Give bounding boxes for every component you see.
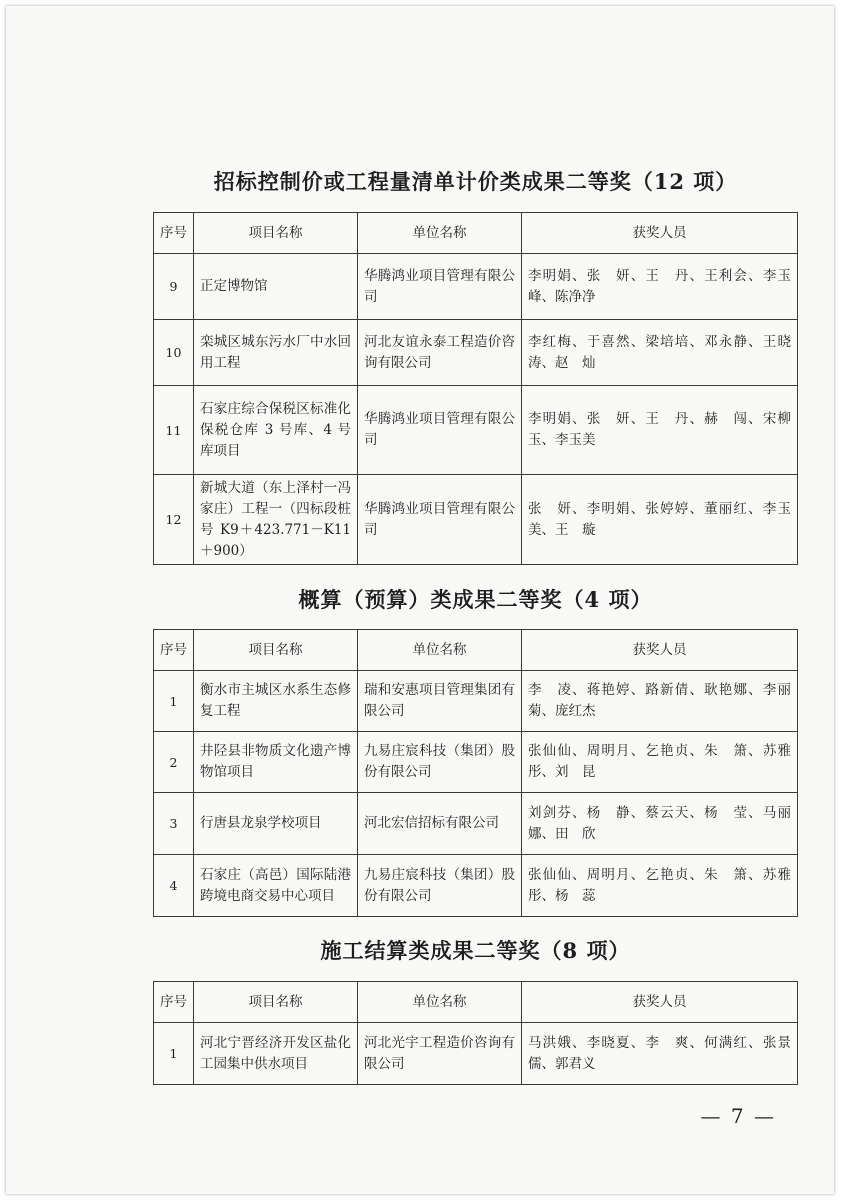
header-num: 序号	[154, 630, 194, 671]
header-project: 项目名称	[194, 982, 358, 1023]
row-num: 1	[154, 1023, 194, 1085]
row-project: 新城大道（东上泽村一冯家庄）工程一（四标段桩号 K9＋423.771－K11＋900）	[194, 475, 358, 565]
header-project: 项目名称	[194, 213, 358, 254]
row-num: 10	[154, 320, 194, 386]
header-unit: 单位名称	[358, 982, 522, 1023]
row-people: 张仙仙、周明月、乞艳贞、朱 箫、苏雅彤、刘 昆	[522, 732, 798, 793]
row-num: 2	[154, 732, 194, 793]
row-people: 李红梅、于喜然、梁培培、邓永静、王晓涛、赵 灿	[522, 320, 798, 386]
award-table	[153, 629, 798, 917]
row-project: 正定博物馆	[194, 254, 358, 320]
section-title: 招标控制价或工程量清单计价类成果二等奖（12 项）	[213, 169, 738, 194]
row-num: 3	[154, 793, 194, 855]
row-people: 张仙仙、周明月、乞艳贞、朱 箫、苏雅彤、杨 蕊	[522, 855, 798, 917]
row-unit: 河北宏信招标有限公司	[358, 793, 522, 855]
table-header-row	[154, 630, 798, 671]
row-project: 衡水市主城区水系生态修复工程	[194, 671, 358, 732]
table-row	[154, 793, 798, 855]
header-people: 获奖人员	[522, 982, 798, 1023]
row-unit: 九易庄宸科技（集团）股份有限公司	[358, 732, 522, 793]
section-title: 概算（预算）类成果二等奖（4 项）	[298, 587, 653, 612]
page-number: — 7 —	[700, 1104, 776, 1128]
header-num: 序号	[154, 982, 194, 1023]
row-project: 井陉县非物质文化遗产博物馆项目	[194, 732, 358, 793]
row-project: 石家庄（高邑）国际陆港跨境电商交易中心项目	[194, 855, 358, 917]
row-unit: 华腾鸿业项目管理有限公司	[358, 254, 522, 320]
row-unit: 九易庄宸科技（集团）股份有限公司	[358, 855, 522, 917]
award-table	[153, 981, 798, 1085]
row-num: 9	[154, 254, 194, 320]
header-people: 获奖人员	[522, 630, 798, 671]
row-people: 李明娟、张 妍、王 丹、赫 闯、宋柳玉、李玉美	[522, 386, 798, 475]
table-header-row	[154, 213, 798, 254]
table-row	[154, 1023, 798, 1085]
table-row	[154, 671, 798, 732]
row-project: 行唐县龙泉学校项目	[194, 793, 358, 855]
table-row	[154, 732, 798, 793]
table-row	[154, 475, 798, 565]
header-num: 序号	[154, 213, 194, 254]
row-unit: 河北光宇工程造价咨询有限公司	[358, 1023, 522, 1085]
row-people: 马洪娥、李晓夏、李 爽、何满红、张景儒、郭君义	[522, 1023, 798, 1085]
row-people: 李 凌、蒋艳婷、路新倩、耿艳娜、李丽菊、庞红杰	[522, 671, 798, 732]
row-unit: 华腾鸿业项目管理有限公司	[358, 475, 522, 565]
award-table	[153, 212, 798, 565]
header-people: 获奖人员	[522, 213, 798, 254]
header-unit: 单位名称	[358, 213, 522, 254]
header-project: 项目名称	[194, 630, 358, 671]
row-num: 4	[154, 855, 194, 917]
table-row	[154, 855, 798, 917]
row-num: 1	[154, 671, 194, 732]
table-row	[154, 386, 798, 475]
row-unit: 河北友谊永泰工程造价咨询有限公司	[358, 320, 522, 386]
header-unit: 单位名称	[358, 630, 522, 671]
row-unit: 瑞和安惠项目管理集团有限公司	[358, 671, 522, 732]
row-people: 张 妍、李明娟、张婷婷、董丽红、李玉美、王 璇	[522, 475, 798, 565]
section-title: 施工结算类成果二等奖（8 项）	[320, 938, 631, 963]
table-row	[154, 320, 798, 386]
row-unit: 华腾鸿业项目管理有限公司	[358, 386, 522, 475]
row-people: 刘剑芬、杨 静、蔡云天、杨 莹、马丽娜、田 欣	[522, 793, 798, 855]
row-project: 河北宁晋经济开发区盐化工园集中供水项目	[194, 1023, 358, 1085]
row-project: 栾城区城东污水厂中水回用工程	[194, 320, 358, 386]
row-project: 石家庄综合保税区标准化保税仓库 3 号库、4 号库项目	[194, 386, 358, 475]
row-num: 12	[154, 475, 194, 565]
row-num: 11	[154, 386, 194, 475]
row-people: 李明娟、张 妍、王 丹、王利会、李玉峰、陈净净	[522, 254, 798, 320]
table-header-row	[154, 982, 798, 1023]
table-row	[154, 254, 798, 320]
